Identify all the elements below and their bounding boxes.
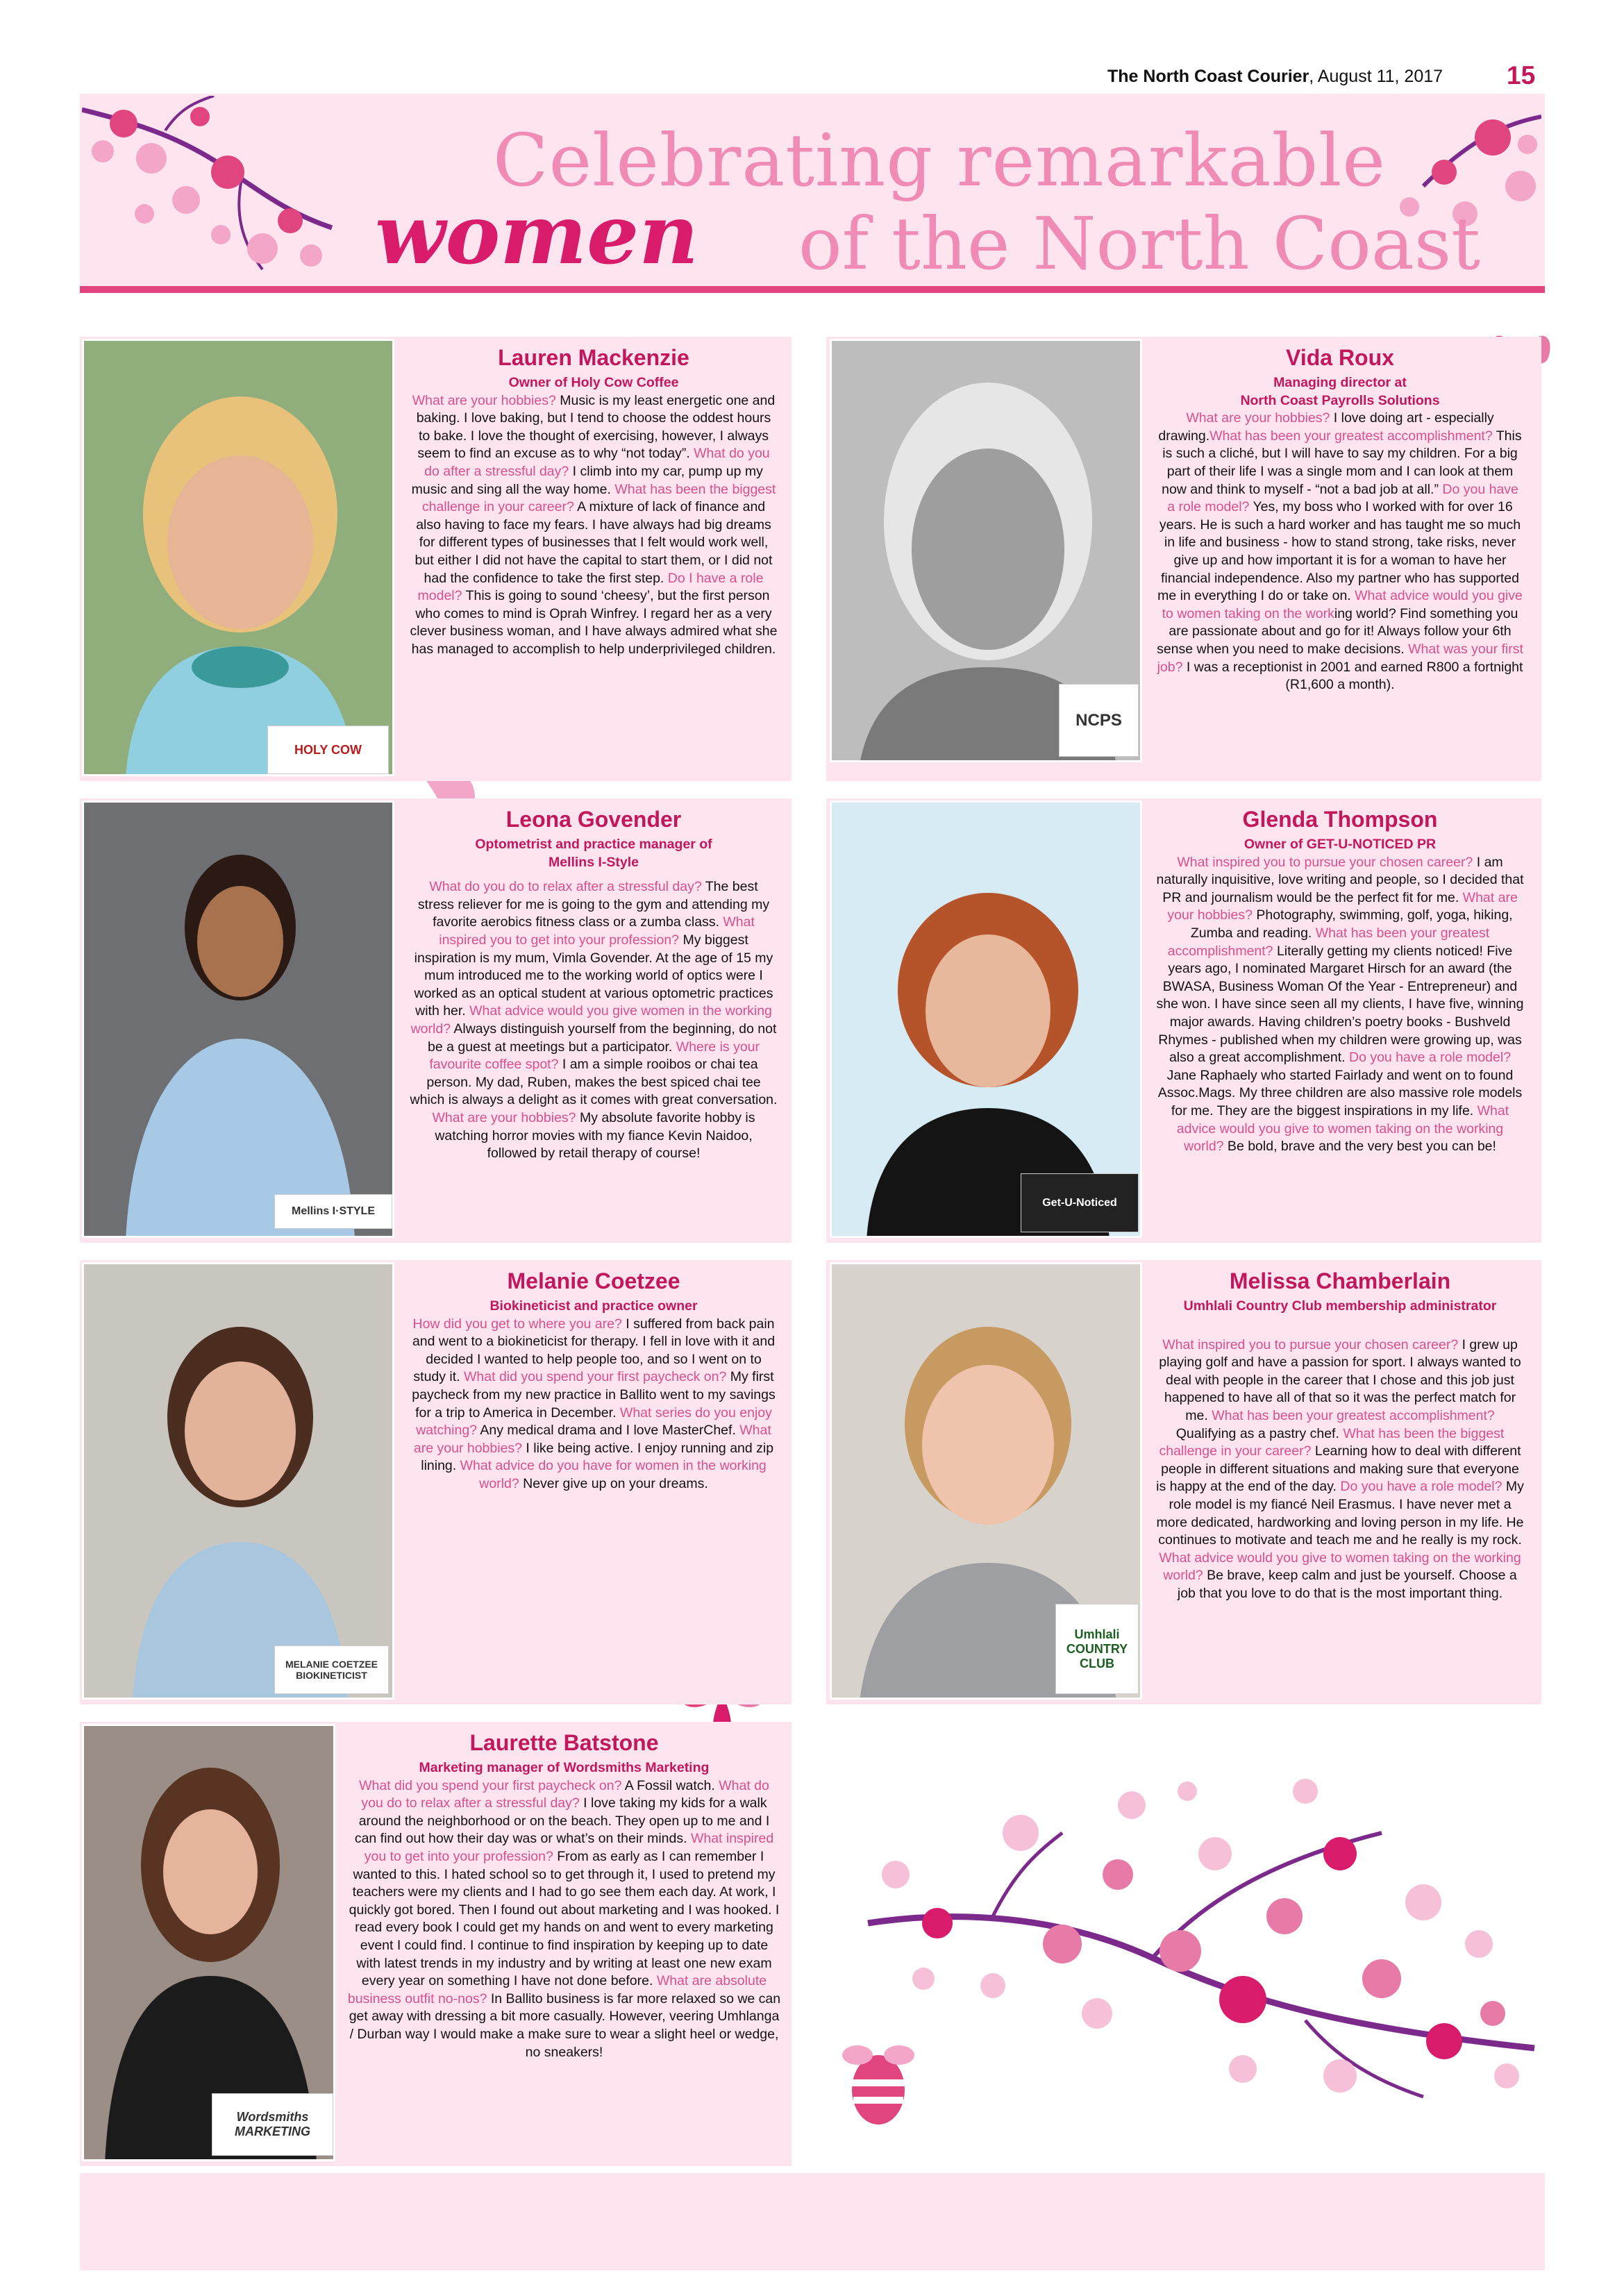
profile-role: Marketing manager of Wordsmiths Marketing (419, 1760, 710, 1775)
interview-question: What inspired you to get into your profession? (364, 1831, 774, 1864)
interview-answer: I was a receptionist in 2001 and earned R800 a fortnight (R1,600 a month). (1182, 659, 1523, 693)
interview-question: What advice do you have for women in the working world? (460, 1458, 767, 1491)
interview-question: Do I have a role model? (417, 570, 764, 604)
interview-answer: Any medical drama and I love MasterChef. (477, 1423, 740, 1439)
interview-question: How did you get to where you are? (412, 1316, 622, 1332)
profile-text-glenda (1156, 805, 1524, 1156)
portrait-photo (830, 801, 1142, 1238)
profile-body (1156, 854, 1524, 1156)
interview-question: What has been your greatest accomplishment? (1167, 925, 1490, 959)
profile-text-melissa (1156, 1267, 1524, 1603)
interview-question: What do you do to relax after a stressful day? (361, 1777, 769, 1811)
profile-text-vida (1156, 344, 1524, 694)
interview-question: What do you do to relax after a stressful day? (429, 879, 702, 895)
interview-answer: Be brave, keep calm and just be yourself. Choose a job that you love to do that is the most important thing. (1177, 1568, 1517, 1601)
interview-answer: I like being active. I enjoy running and zip lining. (421, 1440, 774, 1474)
interview-answer: I climb into my car, pump up my music and sing all the way home. (411, 463, 763, 497)
interview-question: Where is your favourite coffee spot? (429, 1039, 760, 1073)
profile-role: Umhlali Country Club membership administrator (1183, 1298, 1497, 1314)
interview-question: What was your first job? (1157, 641, 1523, 675)
interview-answer: A Fossil watch. (621, 1777, 719, 1793)
holy-cow-logo: HOLY COW (267, 726, 389, 774)
profile-body (410, 1316, 778, 1493)
interview-answer: Never give up on your dreams. (519, 1475, 708, 1491)
interview-question: What inspired you to pursue your chosen career? (1177, 854, 1473, 870)
interview-answer: My first paycheck from my new practice in Ballito went to my savings for a trip to America in December. (412, 1369, 776, 1421)
interview-answer: I am naturally inquisitive, love writing and people, so I decided that PR and journalism would be the perfect fit for me. (1156, 854, 1524, 905)
interview-question: What are your hobbies? (1186, 410, 1330, 426)
profile-body (410, 392, 778, 659)
interview-answer: A mixture of lack of finance and also having to face my fears. I have always had big dreams for different types of businesses that I felt would work well, but either I did not have the capital to start them, or I did not had the confidence to take the first step. (415, 499, 773, 586)
profile-role: Owner of GET-U-NOTICED PR (1244, 837, 1437, 852)
profile-name: Vida Roux (1286, 345, 1394, 370)
profile-name: Melanie Coetzee (507, 1268, 680, 1293)
interview-answer: I love taking my kids for a walk around the neighborhood or on the beach. They open up to me and I can find out how their day was or what’s on their minds. (354, 1795, 770, 1847)
profile-role: Optometrist and practice manager of (475, 837, 712, 852)
interview-question: What are your hobbies? (432, 1109, 576, 1125)
interview-question: What advice would you give to women taking on the work (1162, 588, 1523, 621)
interview-answer: Literally getting my clients noticed! Five years ago, I nominated Margaret Hirsch for an award (the BWASA, Business Woman Of the Year - Entrepreneur) and she won. I have since seen all my clients, I have five, winning major awards. Having children’s poetry books - Bushveld Rhymes - published when my children were growing up, was also a great accomplishment. (1156, 943, 1524, 1066)
interview-question: What inspired you to get into your profession? (439, 914, 755, 948)
interview-answer: My biggest inspiration is my mum, Vimla Govender. At the age of 15 my mum introduced me to the working world of optics were I worked as an optical student at various optometric practices with her. (414, 932, 773, 1019)
interview-question: What advice would you give women in the working world? (410, 1003, 772, 1037)
interview-question: What are your hobbies? (1167, 889, 1518, 923)
cherry-blossom-branch-icon (854, 1750, 1548, 2111)
profile-name: Glenda Thompson (1242, 807, 1438, 832)
melanie-coetzee-logo: MELANIE COETZEE BIOKINETICIST (274, 1645, 389, 1694)
profile-role-company: North Coast Payrolls Solutions (1240, 392, 1440, 408)
footer-band (80, 2173, 1545, 2270)
profile-role-company: Mellins I-Style (548, 854, 639, 870)
interview-answer: This is going to sound ‘cheesy’, but the first person who comes to mind is Oprah Winfrey. I regard her as a very clever business woman, and I have always admired what she has managed to accomplish to help underprivileged children. (410, 588, 778, 657)
interview-question: What has been your greatest accomplishment? (1212, 1407, 1495, 1423)
umhlali-country-club-logo: Umhlali COUNTRY CLUB (1055, 1604, 1139, 1694)
banner-title-line1: Celebrating remarkable (493, 118, 1386, 203)
banner-rule (80, 286, 1545, 293)
profile-name: Laurette Batstone (469, 1730, 659, 1755)
paper-name: The North Coast Courier (1107, 67, 1309, 86)
profile-role: Managing director at (1273, 375, 1407, 390)
interview-question: What advice would you give to women taking on the working world? (1159, 1550, 1521, 1584)
issue-date: , August 11, 2017 (1309, 67, 1443, 86)
interview-answer: Be bold, brave and the very best you can be! (1223, 1139, 1496, 1155)
portrait-photo (82, 801, 394, 1238)
banner-title-line2: of the North Coast (798, 201, 1481, 286)
interview-answer: This is such a cliché, but I will have to say my children. For a big part of their life I was a single mom and I can look at them now and think to myself - “not a bad job at all.” (1162, 428, 1522, 497)
interview-answer: Yes, my boss who I worked with for over 16 years. He is such a hard worker and has taught me so much in life and business - how to stand strong, take risks, never give up and how important it is for a woman to have her financial independence. Also my partner who has supported me in everything I do or take on. (1157, 499, 1521, 604)
interview-question: What do you do after a stressful day? (424, 446, 770, 479)
interview-question: What advice would you give to women taking on the working world? (1176, 1103, 1509, 1155)
interview-answer: I suffered from back pain and went to a biokineticist for therapy. I fell in love with it and decided I wanted to help people too, and so I went on to study it. (412, 1316, 776, 1385)
interview-question: What has been your greatest accomplishment? (1209, 428, 1493, 444)
banner-title-women: women (375, 186, 699, 283)
interview-answer: In Ballito business is far more relaxed so we can get away with dressing a bit more casually. However, veering Umhlanga / Durban way I would make a make sure to wear a slight heel or wedge, no sneakers! (349, 1991, 781, 2060)
interview-question: What has been the biggest challenge in your career? (421, 481, 776, 515)
interview-answer: Qualifying as a pastry chef. (1175, 1425, 1343, 1441)
masthead-line (1107, 67, 1503, 94)
interview-question: What are your hobbies? (412, 392, 556, 408)
interview-question: What are your hobbies? (413, 1423, 771, 1456)
interview-answer: My role model is my fiancé Neil Erasmus. I have never met a more dedicated, hardworking and loving person in my life. He continues to motivate and teach me and he really is my rock. (1156, 1479, 1524, 1548)
interview-answer: The best stress reliever for me is going to the gym and attending my favorite aerobics fitness class or a zumba class. (417, 879, 770, 930)
page-number: 15 (1507, 61, 1536, 90)
interview-answer: Learning how to deal with different people in different situations and making sure that everyone is happy at the end of the day. (1156, 1443, 1521, 1495)
profile-name: Lauren Mackenzie (498, 345, 689, 370)
interview-question: What has been the biggest challenge in your career? (1159, 1425, 1505, 1459)
profile-name: Leona Govender (505, 807, 682, 832)
profile-role: Owner of Holy Cow Coffee (508, 375, 679, 390)
interview-question: What did you spend your first paycheck on? (464, 1369, 727, 1385)
profile-body (1156, 1336, 1524, 1603)
interview-question: What inspired you to pursue your chosen career? (1162, 1336, 1459, 1352)
mellins-istyle-logo: Mellins I·STYLE (274, 1194, 392, 1229)
interview-question: What did you spend your first paycheck on? (359, 1777, 622, 1793)
profile-text-leona (410, 805, 778, 1163)
profile-body (1156, 410, 1524, 694)
interview-question: Do you have a role model? (1348, 1050, 1512, 1066)
interview-answer: I grew up playing golf and have a passion for sport. I always wanted to deal with people in the career that I chose and this job just happened to have all of that so it was the perfect match for me. (1159, 1336, 1521, 1423)
profile-name: Melissa Chamberlain (1229, 1268, 1451, 1293)
interview-answer: Music is my least energetic one and baking. I love baking, but I tend to choose the oddest hours to bake. I love the thought of exercising, however, I always seem to find an excuse as to why “not today”. (416, 392, 776, 462)
interview-question: What are absolute business outfit no-nos? (347, 1973, 767, 2006)
interview-question: Do you have a role model? (1340, 1479, 1502, 1495)
portrait-photo (82, 339, 394, 776)
profile-role: Biokineticist and practice owner (489, 1298, 698, 1314)
get-u-noticed-logo: Get-U-Noticed (1021, 1173, 1139, 1232)
interview-answer: I love doing art - especially drawing. (1158, 410, 1494, 444)
portrait-photo (82, 1262, 394, 1700)
profile-text-lauren (410, 344, 778, 659)
interview-answer: Always distinguish yourself from the beginning, do not be a guest at meetings but a participator. (427, 1021, 777, 1055)
interview-answer: ing world? Find something you are passionate about and go for it! Always follow your 6th sense when you need to make decisions. (1157, 605, 1518, 657)
interview-answer: My absolute favorite hobby is watching horror movies with my fiance Kevin Naidoo, followed by retail therapy of course! (435, 1109, 755, 1162)
interview-question: Do you have a role model? (1167, 481, 1518, 515)
profile-body (410, 878, 778, 1163)
profile-body (347, 1777, 781, 2062)
blossom-branch-left-icon (82, 96, 346, 283)
interview-question: What series do you enjoy watching? (416, 1405, 772, 1439)
profile-text-melanie (410, 1267, 778, 1493)
interview-answer: I am a simple rooibos or chai tea person. My dad, Ruben, makes the best spiced chai tee which is always a delight as it comes with great conversation. (410, 1057, 778, 1108)
wordsmiths-marketing-logo: Wordsmiths MARKETING (212, 2093, 333, 2156)
interview-answer: Photography, swimming, golf, yoga, hiking, Zumba and reading. (1190, 907, 1513, 941)
interview-answer: From as early as I can remember I wanted to this. I hated school so to get through it, I used to pretend my teachers were my clients and I had to go see them each day. At work, I quickly got bored. Then I found out about marketing and I was hooked. I read every book I could get my hands on and went to every marketing event I could find. I continue to find inspiration by keeping up to date with latest trends in my industry and by writing at least one new exam every year on something I have not done before. (349, 1848, 780, 1989)
ncps-logo: NCPS (1059, 684, 1139, 757)
profile-text-laurette (347, 1729, 781, 2061)
interview-answer: Jane Raphaely who started Fairlady and went on to found Assoc.Mags. My three children are also massive role models for me. They are the biggest inspirations in my life. (1157, 1067, 1523, 1118)
